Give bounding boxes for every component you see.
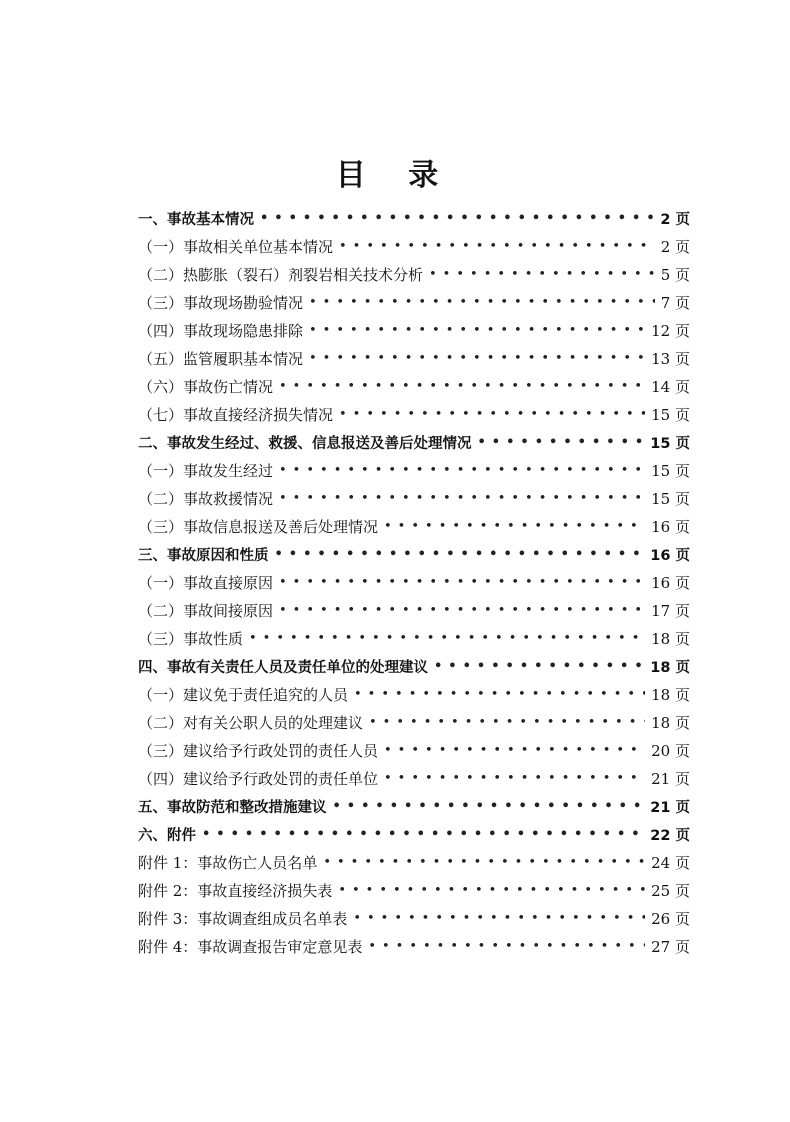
toc-entry-page: 20 页: [651, 741, 690, 760]
toc-entry-label: （三）建议给予行政处罚的责任人员: [138, 741, 379, 760]
toc-entry-page: 27 页: [651, 937, 690, 956]
toc-entry[interactable]: [138, 568, 690, 596]
toc-entry-page: 15 页: [651, 461, 690, 480]
dot-leader: [323, 855, 645, 870]
dot-leader: [279, 379, 645, 394]
toc-entry[interactable]: [138, 344, 690, 372]
toc-entry[interactable]: [138, 680, 690, 708]
toc-entry[interactable]: [138, 652, 690, 680]
toc-entry[interactable]: [138, 932, 690, 960]
toc-entry-label: （七）事故直接经济损失情况: [138, 405, 334, 424]
dot-leader: [368, 939, 645, 954]
dot-leader: [354, 687, 645, 702]
toc-entry-label: 三、事故原因和性质: [138, 547, 269, 564]
toc-entry-label: 一、事故基本情况: [138, 211, 254, 228]
toc-entry-page: 16 页: [650, 547, 690, 564]
toc-entry-label: 五、事故防范和整改措施建议: [138, 799, 327, 816]
toc-entry-label: 附件 1：事故伤亡人员名单: [138, 853, 318, 872]
toc-entry[interactable]: [138, 848, 690, 876]
dot-leader: [202, 827, 644, 842]
toc-entry-page: 2 页: [660, 211, 690, 228]
toc-entry[interactable]: [138, 316, 690, 344]
toc-entry-label: 四、事故有关责任人员及责任单位的处理建议: [138, 659, 428, 676]
toc-entry[interactable]: [138, 596, 690, 624]
dot-leader: [275, 547, 645, 562]
toc-entry-label: （一）建议免于责任追究的人员: [138, 685, 349, 704]
toc-entry-page: 21 页: [650, 799, 690, 816]
toc-entry[interactable]: [138, 484, 690, 512]
toc-entry-page: 18 页: [651, 685, 690, 704]
toc-entry-label: （三）事故性质: [138, 629, 244, 648]
toc-entry-page: 15 页: [650, 435, 690, 452]
dot-leader: [353, 911, 645, 926]
toc-entry-label: （二）热膨胀（裂石）剂裂岩相关技术分析: [138, 265, 424, 284]
dot-leader: [339, 239, 655, 254]
dot-leader: [279, 491, 645, 506]
toc-entry[interactable]: [138, 540, 690, 568]
toc-entry-page: 2 页: [660, 237, 690, 256]
toc-entry-page: 14 页: [651, 377, 690, 396]
toc-entry-page: 13 页: [651, 349, 690, 368]
toc-entry-page: 15 页: [651, 489, 690, 508]
dot-leader: [434, 659, 644, 674]
dot-leader: [279, 603, 645, 618]
toc-entry-label: （五）监管履职基本情况: [138, 349, 304, 368]
toc-entry[interactable]: [138, 288, 690, 316]
dot-leader: [478, 435, 645, 450]
toc-entry-page: 12 页: [651, 321, 690, 340]
toc-entry-page: 5 页: [660, 265, 690, 284]
dot-leader: [369, 715, 645, 730]
toc-entry-page: 21 页: [651, 769, 690, 788]
toc-entry-page: 18 页: [651, 629, 690, 648]
toc-entry-page: 26 页: [651, 909, 690, 928]
toc-entry-label: （三）事故现场勘验情况: [138, 293, 304, 312]
toc-entry[interactable]: [138, 372, 690, 400]
dot-leader: [429, 267, 655, 282]
toc-entry[interactable]: [138, 820, 690, 848]
toc-entry[interactable]: [138, 428, 690, 456]
toc-entry-page: 16 页: [651, 517, 690, 536]
toc-entry-label: 附件 3：事故调查组成员名单表: [138, 909, 348, 928]
toc-entry[interactable]: [138, 456, 690, 484]
toc-entry-label: 附件 4：事故调查报告审定意见表: [138, 937, 363, 956]
toc-entry-label: （二）事故间接原因: [138, 601, 274, 620]
dot-leader: [279, 575, 645, 590]
toc-entry-page: 18 页: [650, 659, 690, 676]
toc-entry-label: 附件 2：事故直接经济损失表: [138, 881, 333, 900]
toc-entry-label: （三）事故信息报送及善后处理情况: [138, 517, 379, 536]
toc-entry[interactable]: [138, 204, 690, 232]
dot-leader: [279, 463, 645, 478]
dot-leader: [339, 407, 645, 422]
table-of-contents: [138, 204, 690, 960]
toc-entry-label: （二）对有关公职人员的处理建议: [138, 713, 364, 732]
dot-leader: [333, 799, 645, 814]
dot-leader: [384, 771, 645, 786]
toc-entry-label: （一）事故相关单位基本情况: [138, 237, 334, 256]
toc-entry[interactable]: [138, 512, 690, 540]
dot-leader: [309, 351, 645, 366]
toc-entry[interactable]: [138, 260, 690, 288]
toc-entry[interactable]: [138, 904, 690, 932]
toc-entry[interactable]: [138, 400, 690, 428]
toc-entry-label: （二）事故救援情况: [138, 489, 274, 508]
dot-leader: [249, 631, 645, 646]
toc-entry-page: 18 页: [651, 713, 690, 732]
page-title: 目 录: [335, 158, 455, 193]
toc-entry-page: 22 页: [650, 827, 690, 844]
toc-entry-label: （四）事故现场隐患排除: [138, 321, 304, 340]
toc-entry[interactable]: [138, 624, 690, 652]
toc-entry-label: 六、附件: [138, 827, 196, 844]
toc-entry-label: （六）事故伤亡情况: [138, 377, 274, 396]
dot-leader: [384, 743, 645, 758]
toc-entry[interactable]: [138, 232, 690, 260]
toc-entry[interactable]: [138, 876, 690, 904]
toc-entry-label: （一）事故直接原因: [138, 573, 274, 592]
toc-entry-page: 16 页: [651, 573, 690, 592]
toc-entry-page: 7 页: [660, 293, 690, 312]
toc-entry-label: 二、事故发生经过、救援、信息报送及善后处理情况: [138, 435, 472, 452]
toc-entry[interactable]: [138, 736, 690, 764]
dot-leader: [260, 211, 654, 226]
toc-entry[interactable]: [138, 764, 690, 792]
toc-entry-label: （一）事故发生经过: [138, 461, 274, 480]
toc-entry[interactable]: [138, 792, 690, 820]
toc-entry[interactable]: [138, 708, 690, 736]
dot-leader: [384, 519, 645, 534]
toc-entry-page: 24 页: [651, 853, 690, 872]
dot-leader: [338, 883, 645, 898]
toc-entry-label: （四）建议给予行政处罚的责任单位: [138, 769, 379, 788]
toc-entry-page: 15 页: [651, 405, 690, 424]
dot-leader: [309, 323, 645, 338]
toc-entry-page: 25 页: [651, 881, 690, 900]
dot-leader: [309, 295, 655, 310]
toc-entry-page: 17 页: [651, 601, 690, 620]
